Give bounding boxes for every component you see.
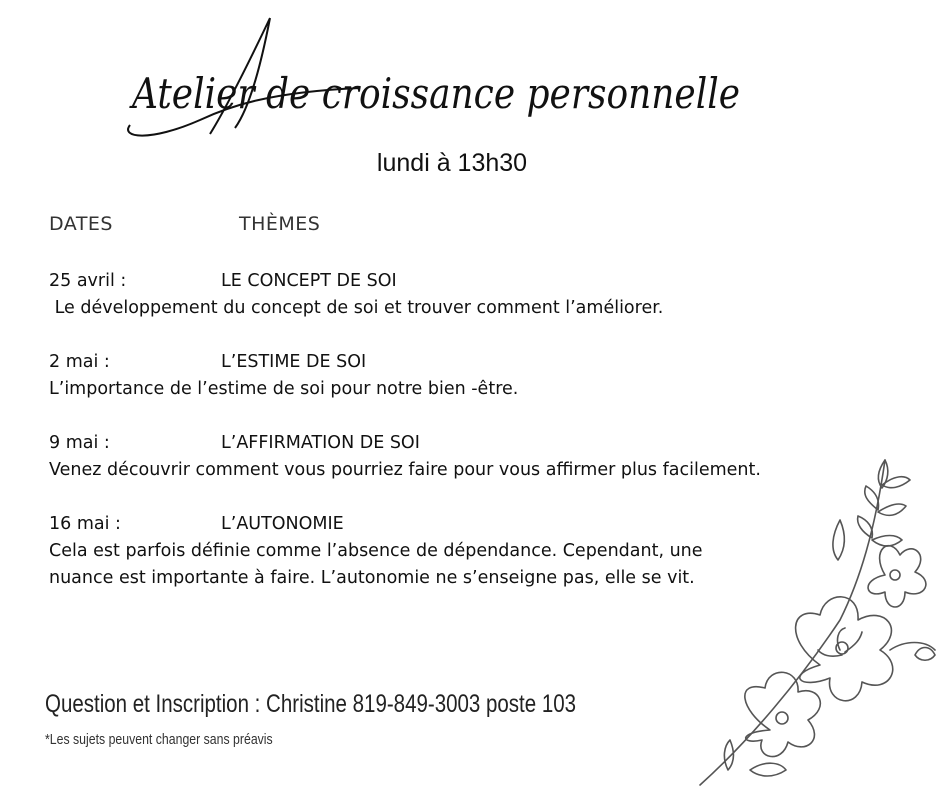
leaf xyxy=(872,536,902,547)
floral-decoration xyxy=(690,440,940,788)
title-text: Atelier de croissance personnelle xyxy=(128,69,740,118)
themes-header: THÈMES xyxy=(239,213,321,235)
session-item xyxy=(49,510,759,592)
disclaimer-note: *Les sujets peuvent changer sans préavis xyxy=(45,731,273,748)
session-date: 9 mai : xyxy=(49,433,110,453)
session-date: 25 avril : xyxy=(49,271,127,291)
session-description: L’importance de l’estime de soi pour notre bien -être. xyxy=(49,379,519,399)
lower-flower xyxy=(745,672,820,756)
session-item xyxy=(49,429,769,484)
contact-info: Question et Inscription : Christine 819-849-3003 poste 103 xyxy=(45,690,577,718)
stem xyxy=(700,460,885,785)
bud xyxy=(890,643,935,661)
leaf xyxy=(750,763,786,776)
session-item xyxy=(49,267,769,322)
leaf xyxy=(878,504,906,515)
session-description: Le développement du concept de soi et trouver comment l’améliorer. xyxy=(49,298,664,318)
session-theme: LE CONCEPT DE SOI xyxy=(221,271,397,291)
session-item xyxy=(49,348,769,403)
session-description: Venez découvrir comment vous pourriez faire pour vous affirmer plus facilement. xyxy=(49,460,761,480)
session-theme: L’AFFIRMATION DE SOI xyxy=(221,433,420,453)
leaf xyxy=(833,520,844,560)
session-theme: L’ESTIME DE SOI xyxy=(221,352,367,372)
upper-flower xyxy=(868,546,926,607)
page-title xyxy=(110,10,760,150)
schedule-subtitle: lundi à 13h30 xyxy=(376,149,528,177)
dates-header: DATES xyxy=(49,213,113,235)
session-description: Cela est parfois définie comme l’absence de dépendance. Cependant, une nuance est importante à faire. L’autonomie ne s’enseigne pas, elle se vit. xyxy=(49,541,703,588)
session-theme: L’AUTONOMIE xyxy=(221,514,344,534)
session-date: 16 mai : xyxy=(49,514,121,534)
session-date: 2 mai : xyxy=(49,352,110,372)
